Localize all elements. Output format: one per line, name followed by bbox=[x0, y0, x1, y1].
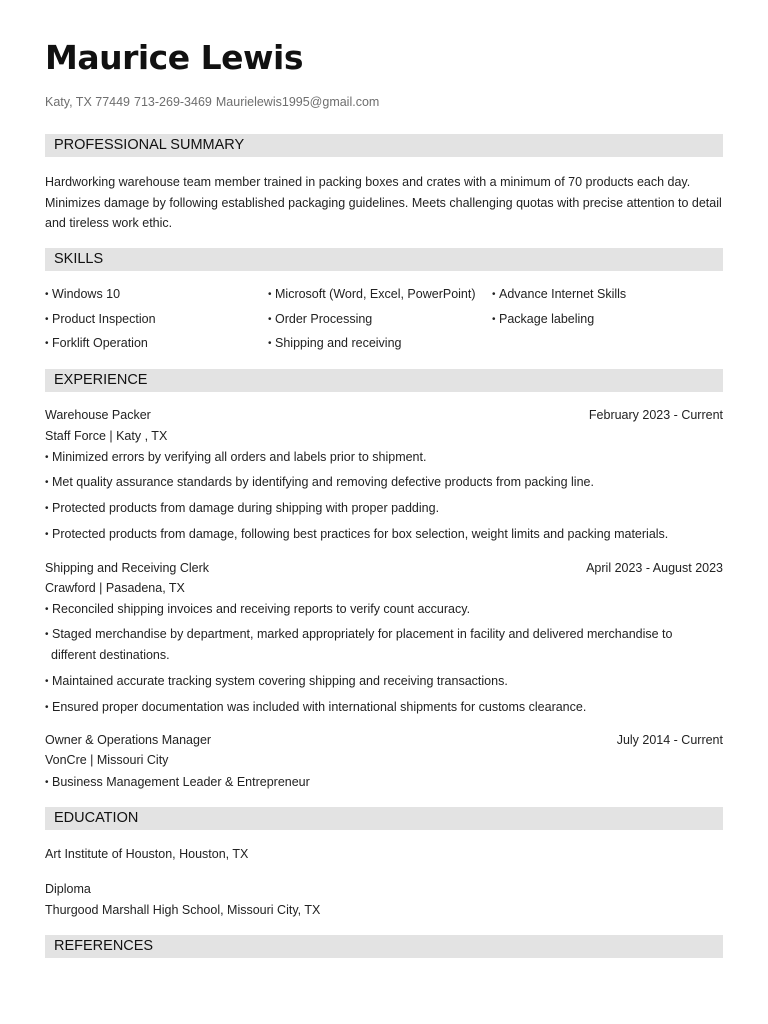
skill-item: • Shipping and receiving bbox=[268, 336, 402, 350]
bullet: • bbox=[45, 314, 49, 325]
skill-item: • Product Inspection bbox=[45, 312, 156, 326]
job-bullet: • Maintained accurate tracking system covering shipping and receiving transactions. bbox=[45, 674, 508, 688]
summary-text: Hardworking warehouse team member trained in packing boxes and crates with a minimum of 70 products each day. Minimizes damage by following established packaging guidelines. Meets challenging quotas with precise attention to detail and tireless work ethic. bbox=[45, 175, 722, 230]
job-title: Shipping and Receiving Clerk bbox=[45, 561, 209, 575]
job-company: Staff Force | Katy , TX bbox=[45, 429, 168, 443]
job-bullet-continuation: different destinations. bbox=[51, 648, 170, 662]
section-header-summary: PROFESSIONAL SUMMARY bbox=[45, 134, 723, 157]
job-bullet: • Business Management Leader & Entrepreneur bbox=[45, 775, 310, 789]
bullet: • bbox=[45, 289, 49, 300]
job-dates: July 2014 - Current bbox=[616, 733, 723, 747]
contact-phone: 713-269-3469 bbox=[134, 95, 212, 109]
bullet: • bbox=[492, 314, 496, 325]
job-dates: February 2023 - Current bbox=[588, 408, 723, 422]
job-title: Warehouse Packer bbox=[45, 408, 151, 422]
education-school: Art Institute of Houston, Houston, TX bbox=[45, 847, 249, 861]
contact-email: Maurielewis1995@gmail.com bbox=[215, 95, 380, 109]
job-bullet: • Staged merchandise by department, marked appropriately for placement in facility and delivered merchandise to bbox=[45, 627, 673, 641]
contact-line bbox=[45, 95, 383, 109]
skill-item: • Order Processing bbox=[268, 312, 373, 326]
bullet: • bbox=[45, 338, 49, 349]
skill-item: • Package labeling bbox=[492, 312, 595, 326]
bullet: • bbox=[492, 289, 496, 300]
section-header-education: EDUCATION bbox=[45, 807, 723, 830]
job-bullet: • Minimized errors by verifying all orders and labels prior to shipment. bbox=[45, 450, 427, 464]
job-company: VonCre | Missouri City bbox=[45, 753, 169, 767]
job-dates: April 2023 - August 2023 bbox=[586, 561, 723, 575]
job-bullet: • Reconciled shipping invoices and receiving reports to verify count accuracy. bbox=[45, 602, 471, 616]
bullet: • bbox=[268, 338, 272, 349]
bullet: • bbox=[268, 314, 272, 325]
job-bullet: • Ensured proper documentation was included with international shipments for customs clearance. bbox=[45, 700, 587, 714]
bullet: • bbox=[268, 289, 272, 300]
section-header-references: REFERENCES bbox=[45, 935, 723, 958]
education-degree: Diploma bbox=[45, 882, 91, 896]
skill-item: • Forklift Operation bbox=[45, 336, 148, 350]
job-bullet: • Protected products from damage, following best practices for box selection, weight limits and packing materials. bbox=[45, 527, 669, 541]
contact-location: Katy, TX 77449 bbox=[45, 95, 131, 109]
job-company: Crawford | Pasadena, TX bbox=[45, 581, 185, 595]
education-school: Thurgood Marshall High School, Missouri City, TX bbox=[45, 903, 321, 917]
job-bullet: • Protected products from damage during shipping with proper padding. bbox=[45, 501, 440, 515]
skill-item: • Advance Internet Skills bbox=[492, 287, 627, 301]
section-header-skills: SKILLS bbox=[45, 248, 723, 271]
skill-item: • Microsoft (Word, Excel, PowerPoint) bbox=[268, 287, 476, 301]
job-bullet: • Met quality assurance standards by identifying and removing defective products from packing line. bbox=[45, 475, 594, 489]
candidate-name: Maurice Lewis bbox=[45, 38, 303, 77]
section-header-experience: EXPERIENCE bbox=[45, 369, 723, 392]
job-title: Owner & Operations Manager bbox=[45, 733, 212, 747]
skill-item: • Windows 10 bbox=[45, 287, 121, 301]
